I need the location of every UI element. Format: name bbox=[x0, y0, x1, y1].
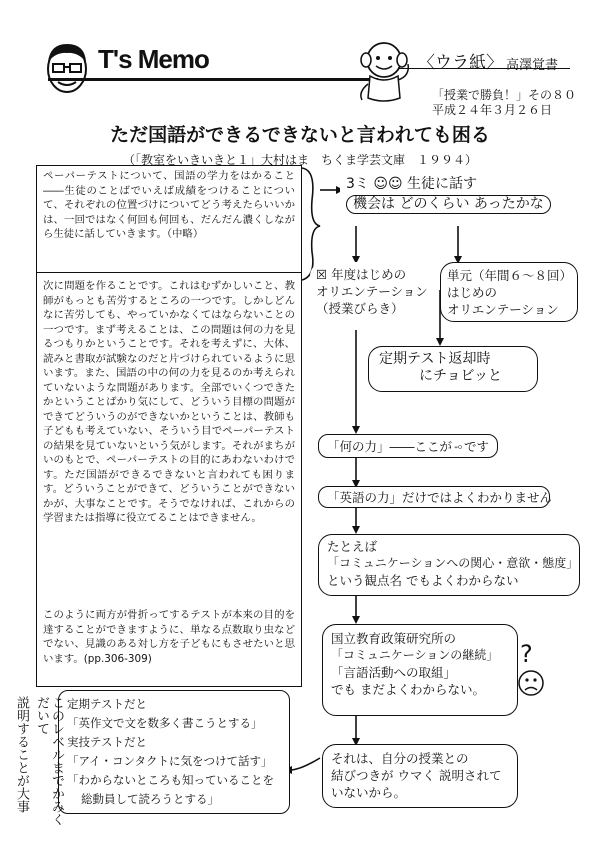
note-line: 機会は どのくらい あったかな bbox=[346, 195, 551, 214]
note-line: 「わからないところも知っていることを bbox=[67, 773, 274, 787]
note-line: 実技テストだと bbox=[67, 735, 148, 749]
quote-paragraph-1: ペーパーテストについて、国語の学力をはかること――生徒のことばでいえば成績をつけることについて、それぞれの位置づけについてどう考えたらいいかは、一回ではなく何回も何回も、だんだん濃くしながら生徒に話していきます。（中略） bbox=[43, 170, 295, 240]
note-talk-to-students bbox=[340, 172, 570, 226]
publish-date: 平成２４年３月２６日 bbox=[432, 103, 553, 117]
page-title: ただ国語ができるできないと言われても困る bbox=[110, 124, 490, 146]
note-line: 結びつきが ウマく 説明されて bbox=[331, 768, 502, 783]
note-line: でも まだよくわからない。 bbox=[331, 682, 485, 697]
question-mark: ? bbox=[520, 640, 533, 668]
key-icon bbox=[454, 440, 462, 454]
note-year-orientation bbox=[310, 262, 430, 324]
note-nier bbox=[322, 624, 518, 716]
note-english-ability bbox=[318, 486, 553, 508]
note-what-ability bbox=[318, 434, 498, 458]
note-line: 総動員して読ろうとする」 bbox=[81, 792, 219, 806]
author-name: 高澤覚書 bbox=[506, 58, 559, 73]
vertical-note-2: 説明することが大事 bbox=[14, 696, 29, 813]
note-line: 定期テスト返却時 bbox=[379, 351, 491, 367]
note-test-return bbox=[368, 346, 538, 392]
note-line: たとえば bbox=[327, 539, 378, 554]
note-line: 定期テストだと bbox=[67, 697, 148, 711]
note-example-viewpoint bbox=[318, 534, 580, 596]
note-line: （授業びらき） bbox=[316, 301, 404, 316]
note-line: はじめの bbox=[447, 285, 498, 300]
note-line: という観点名 でもよくわからない bbox=[327, 573, 519, 588]
logo-title: T's Memo bbox=[98, 44, 209, 74]
note-line: 「コミュニケーションへの関心・意欲・態度」 bbox=[327, 556, 579, 570]
note-line: 「英語の力」だけではよくわかりません bbox=[327, 490, 553, 505]
vertical-note-1: このレベルまでかみくだいて bbox=[34, 696, 64, 826]
note-line: オリエンテーション bbox=[447, 302, 559, 317]
source-citation: （「教室をいきいきと１」大村はま ちくま学芸文庫 １９９４） bbox=[122, 153, 477, 167]
note-line: にチョビッと bbox=[419, 368, 503, 384]
note-line: 3ミ ☺☺ 生徒に話す bbox=[346, 176, 477, 192]
note-line: オリエンテーション bbox=[316, 284, 428, 299]
series-number: 「授業で勝負！」その８０ bbox=[432, 88, 577, 102]
note-test-examples bbox=[58, 690, 290, 814]
note-line: 「言語活動への取組」 bbox=[331, 665, 457, 680]
note-not-explained bbox=[322, 744, 518, 808]
note-line: いないから。 bbox=[331, 785, 407, 800]
note-unit-orientation bbox=[440, 262, 578, 322]
note-line: それは、自分の授業との bbox=[331, 751, 469, 766]
note-line: 「アイ・コンタクトに気をつけて話す」 bbox=[67, 754, 273, 768]
note-line: ☒ 年度はじめの bbox=[316, 267, 407, 282]
note-line bbox=[327, 438, 489, 455]
quote-paragraph-2: 次に問題を作ることです。これはむずかしいこと、教師がもっとも苦労するところの一つです。しかしどんなに苦労しても、やっていかなくてはならないことの一つです。まず考えることは、この問題は何の力を見るつもりかということです。それを考えずに、大体、読みと書取が試験なのだと片づけられているように思います。また、国語の中の何の力を見るのか考えられていないような問題があります。全部でいくつできたかということばかり気にして、どういう目標の問題ができてどういうのができないかということは、教師も子どもも考えていない、そういう目でペーパーテストの結果を見ていないという気がします。それがまちがいのもとで、ペーパーテストの目的にあわないわけです。ただ国語ができるできないと言われても困ります。どういうことができて、どういうことができないかが、大事なことです。そうでなければ、これからの学習または指導に役立てることはできません。 bbox=[43, 280, 295, 524]
quote-paragraph-3: このように両方が骨折ってするテストが本来の目的を達することができますように、単なる点数取り虫などでない、見識のある対し方を子どもにもさせたいと思います。(pp.306-309) bbox=[43, 609, 295, 665]
puzzled-face-icon bbox=[516, 668, 546, 698]
note-line: 単元（年間６～８回） bbox=[447, 268, 573, 283]
ura-label: 〈ウラ紙〉 bbox=[418, 53, 503, 73]
note-line-text: です bbox=[463, 439, 489, 454]
note-line: 国立教育政策研究所の bbox=[331, 631, 457, 646]
note-line-text: 「何の力」――ここが bbox=[327, 439, 453, 454]
note-line: 「コミュニケーションの継続」 bbox=[331, 648, 499, 662]
note-line: 「英作文で文を数多く書こうとする」 bbox=[67, 716, 263, 730]
